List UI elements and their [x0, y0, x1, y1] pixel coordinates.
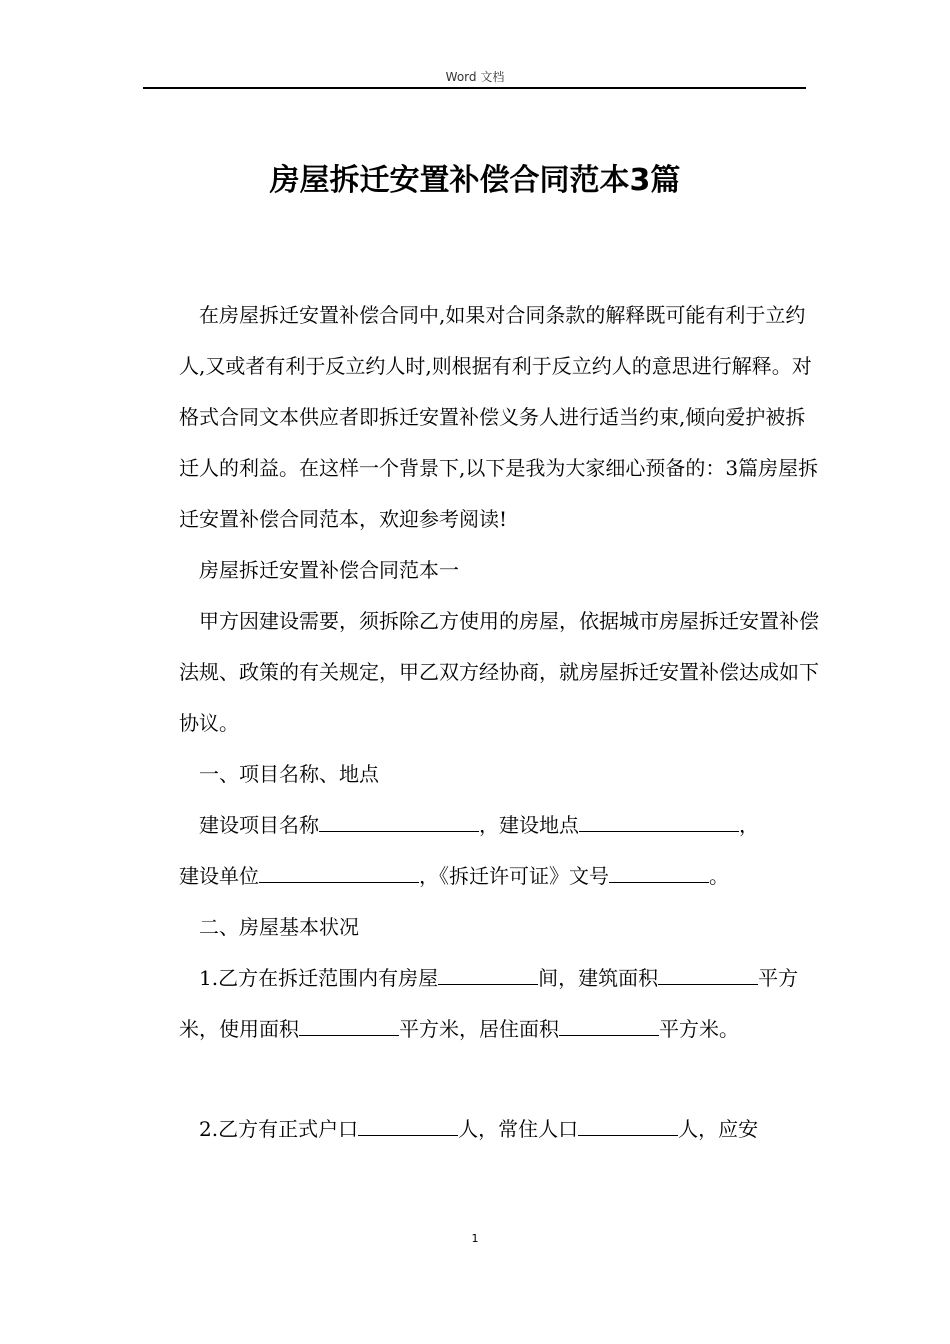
preamble-paragraph: 甲方因建设需要，须拆除乙方使用的房屋，依据城市房屋拆迁安置补偿法规、政策的有关规定，甲乙双方经协商，就房屋拆迁安置补偿达成如下协议。 — [179, 609, 819, 735]
permit-number-blank — [609, 862, 709, 883]
registered-residents-blank — [358, 1115, 458, 1136]
usable-area-blank — [299, 1015, 399, 1036]
builder-blank — [259, 862, 419, 883]
item1-line2: 建设单位 ，《拆迁许可证》文号 。 — [179, 864, 729, 888]
document-title: 房屋拆迁安置补偿合同范本3篇 — [269, 163, 681, 198]
page-number: 1 — [471, 1232, 479, 1245]
permanent-residents-blank — [578, 1115, 678, 1136]
project-location-blank — [579, 811, 739, 832]
item1-line1: 建设项目名称 ，建设地点 ， — [199, 813, 759, 837]
page-header: Word 文档 — [445, 70, 505, 84]
header-divider — [143, 87, 806, 89]
document-body — [179, 290, 819, 1155]
intro-paragraph: 在房屋拆迁安置补偿合同中,如果对合同条款的解释既可能有利于立约人,又或者有利于反立约人时,则根据有利于反立约人的意思进行解释。对格式合同文本供应者即拆迁安置补偿义务人进行适当约束,倾向爱护被拆迁人的利益。在这样一个背景下,以下是我为大家细心预备的：3篇房屋拆迁安置补偿合同范本，欢迎参考阅读! — [179, 303, 819, 531]
item1-heading: 一、项目名称、地点 — [199, 762, 379, 786]
item2-paragraph1: 1.乙方在拆迁范围内有房屋 间，建筑面积 平方米，使用面积 平方米，居住面积 平方米。 — [179, 966, 799, 1041]
item2-heading: 二、房屋基本状况 — [199, 915, 359, 939]
project-name-blank — [319, 811, 479, 832]
section-heading: 房屋拆迁安置补偿合同范本一 — [199, 558, 459, 582]
building-area-blank — [658, 964, 758, 985]
rooms-blank — [438, 964, 538, 985]
item2-paragraph2: 2.乙方有正式户口 人，常住人口 人，应安 — [199, 1117, 759, 1141]
living-area-blank — [559, 1015, 659, 1036]
